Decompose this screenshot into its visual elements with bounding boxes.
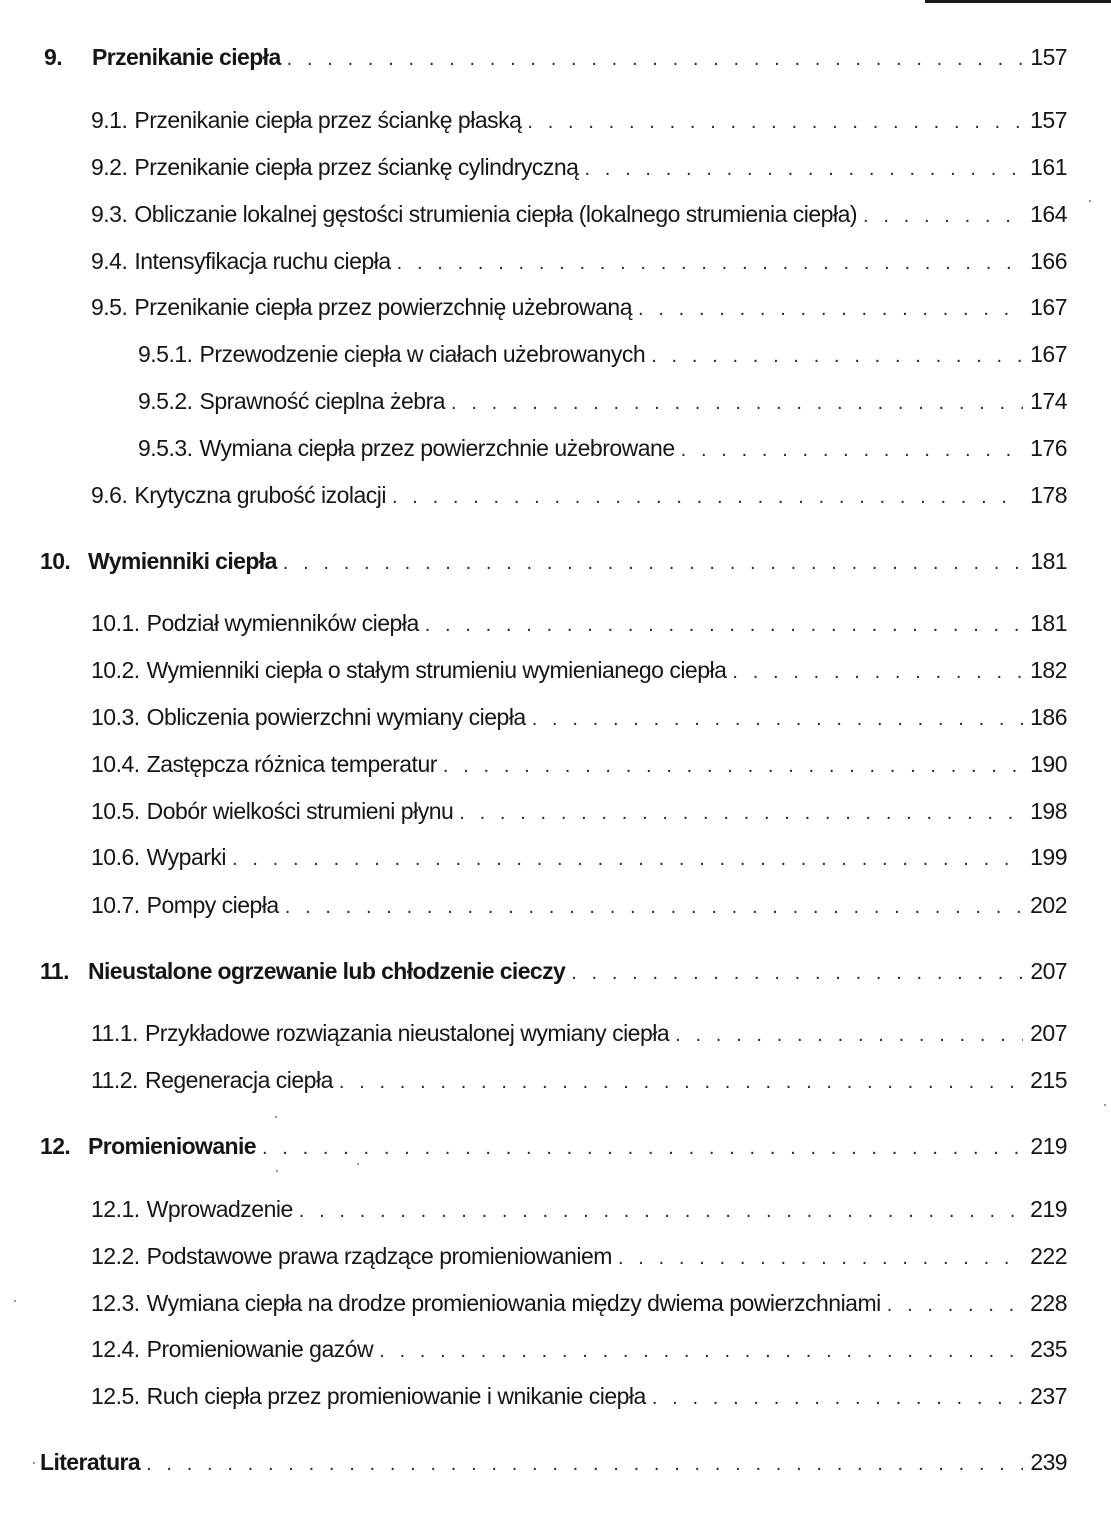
entry-title: Wymienniki ciepła: [88, 548, 277, 574]
scan-speck: [1104, 1104, 1106, 1106]
entry-page-number: 202: [1030, 892, 1067, 918]
dot-leader: [681, 433, 1023, 467]
entry-title: Pompy ciepła: [146, 892, 279, 918]
toc-section-entry: [91, 197, 1067, 231]
dot-leader: [675, 1018, 1023, 1052]
scan-speck: [275, 1116, 277, 1118]
entry-page-number: 161: [1030, 154, 1067, 180]
entry-page-number: 215: [1030, 1067, 1067, 1093]
toc-section-entry: [91, 747, 1067, 781]
dot-leader: [397, 246, 1023, 280]
toc-chapter-entry: [40, 954, 1067, 988]
toc-chapter-entry: [44, 40, 1067, 74]
entry-number: 10.6.: [91, 844, 140, 870]
dot-leader: [571, 956, 1023, 990]
dot-leader: [262, 1131, 1023, 1165]
entry-page-number: 166: [1030, 248, 1067, 274]
entry-title: Podstawowe prawa rządzące promieniowaniem: [146, 1243, 612, 1269]
dot-leader: [732, 655, 1023, 689]
toc-chapter-entry: [40, 1445, 1067, 1479]
entry-page-number: 167: [1030, 294, 1067, 320]
dot-leader: [425, 608, 1023, 642]
entry-number: 9.6.: [91, 482, 128, 508]
toc-section-entry: [91, 653, 1067, 687]
entry-title: Przykładowe rozwiązania nieustalonej wymiany ciepła: [144, 1020, 670, 1046]
entry-number: 12.3.: [91, 1290, 140, 1316]
entry-page-number: 235: [1030, 1336, 1067, 1362]
dot-leader: [443, 749, 1023, 783]
entry-number: 10.: [40, 548, 71, 574]
entry-number: 9.5.2.: [138, 388, 193, 414]
entry-title: Podział wymienników ciepła: [146, 610, 419, 636]
toc-subsection-entry: [138, 337, 1067, 371]
entry-title: Przenikanie ciepła przez powierzchnię użebrowaną: [134, 294, 632, 320]
entry-number: 9.5.: [91, 294, 128, 320]
dot-leader: [392, 480, 1023, 514]
entry-number: 11.: [40, 958, 69, 984]
dot-leader: [146, 1447, 1023, 1481]
dot-leader: [618, 1241, 1023, 1275]
scan-speck: [14, 1300, 16, 1302]
toc-chapter-entry: [40, 544, 1067, 578]
dot-leader: [532, 702, 1023, 736]
dot-leader: [283, 546, 1023, 580]
entry-number: 9.2.: [91, 154, 128, 180]
dot-leader: [339, 1065, 1023, 1099]
entry-number: 10.4.: [91, 751, 140, 777]
entry-title: Promieniowanie: [88, 1133, 256, 1159]
entry-number: 10.1.: [91, 610, 140, 636]
entry-page-number: 181: [1030, 548, 1067, 574]
entry-title: Dobór wielkości strumieni płynu: [146, 798, 454, 824]
toc-section-entry: [91, 1379, 1067, 1413]
dot-leader: [863, 199, 1023, 233]
toc-section-entry: [91, 1332, 1067, 1366]
scan-speck: [1089, 200, 1091, 202]
toc-section-entry: [91, 290, 1067, 324]
entry-page-number: 190: [1030, 751, 1067, 777]
entry-number: 11.1.: [91, 1020, 138, 1046]
dot-leader: [451, 386, 1023, 420]
dot-leader: [584, 152, 1023, 186]
dot-leader: [887, 1288, 1023, 1322]
entry-page-number: 207: [1030, 1020, 1067, 1046]
entry-page-number: 219: [1030, 1196, 1067, 1222]
entry-page-number: 157: [1030, 44, 1067, 70]
toc-section-entry: [91, 1016, 1067, 1050]
entry-title: Nieustalone ogrzewanie lub chłodzenie cieczy: [88, 958, 566, 984]
entry-page-number: 239: [1030, 1449, 1067, 1475]
entry-number: 10.2.: [91, 657, 140, 683]
dot-leader: [652, 1381, 1023, 1415]
entry-number: 11.2.: [91, 1067, 138, 1093]
entry-page-number: 164: [1030, 201, 1067, 227]
entry-title: Sprawność cieplna żebra: [199, 388, 446, 414]
entry-page-number: 157: [1030, 107, 1067, 133]
entry-title: Wymiana ciepła na drodze promieniowania między dwiema powierzchniami: [146, 1290, 881, 1316]
entry-page-number: 237: [1030, 1383, 1067, 1409]
entry-title: Przewodzenie ciepła w ciałach użebrowanych: [199, 341, 646, 367]
dot-leader: [287, 42, 1023, 76]
dot-leader: [379, 1334, 1023, 1368]
entry-title: Zastępcza różnica temperatur: [146, 751, 437, 777]
entry-number: 10.5.: [91, 798, 140, 824]
entry-number: 12.1.: [91, 1196, 140, 1222]
toc-section-entry: [91, 1239, 1067, 1273]
toc-subsection-entry: [138, 384, 1067, 418]
scan-speck: [357, 1163, 359, 1165]
entry-page-number: 176: [1030, 435, 1067, 461]
toc-section-entry: [91, 244, 1067, 278]
toc-section-entry: [91, 1063, 1067, 1097]
entry-number: 12.5.: [91, 1383, 140, 1409]
entry-number: 9.: [44, 44, 62, 70]
entry-title: Wymiana ciepła przez powierzchnie użebrowane: [199, 435, 675, 461]
entry-title: Wprowadzenie: [146, 1196, 293, 1222]
entry-number: 9.4.: [91, 248, 128, 274]
toc-chapter-entry: [40, 1129, 1067, 1163]
entry-title: Wymienniki ciepła o stałym strumieniu wymienianego ciepła: [146, 657, 727, 683]
entry-title: Literatura: [40, 1449, 141, 1475]
entry-number: 12.: [40, 1133, 71, 1159]
toc-section-entry: [91, 888, 1067, 922]
toc-section-entry: [91, 1192, 1067, 1226]
toc-section-entry: [91, 606, 1067, 640]
entry-page-number: 222: [1030, 1243, 1067, 1269]
entry-number: 9.5.3.: [138, 435, 193, 461]
dot-leader: [651, 339, 1023, 373]
entry-page-number: 167: [1030, 341, 1067, 367]
dot-leader: [527, 105, 1023, 139]
scan-speck: [276, 1170, 278, 1172]
entry-number: 10.7.: [91, 892, 140, 918]
toc-section-entry: [91, 103, 1067, 137]
entry-number: 9.5.1.: [138, 341, 193, 367]
entry-title: Ruch ciepła przez promieniowanie i wnikanie ciepła: [146, 1383, 646, 1409]
entry-title: Przenikanie ciepła przez ściankę płaską: [134, 107, 522, 133]
entry-title: Obliczenia powierzchni wymiany ciepła: [146, 704, 526, 730]
entry-title: Przenikanie ciepła: [92, 44, 281, 70]
entry-number: 9.3.: [91, 201, 128, 227]
entry-title: Krytyczna grubość izolacji: [134, 482, 386, 508]
entry-page-number: 207: [1030, 958, 1067, 984]
toc-section-entry: [91, 150, 1067, 184]
dot-leader: [638, 292, 1023, 326]
entry-title: Regeneracja ciepła: [144, 1067, 333, 1093]
dot-leader: [459, 796, 1023, 830]
toc-subsection-entry: [138, 431, 1067, 465]
toc-section-entry: [91, 840, 1067, 874]
dot-leader: [299, 1194, 1023, 1228]
entry-page-number: 181: [1030, 610, 1067, 636]
entry-number: 9.1.: [91, 107, 128, 133]
dot-leader: [285, 890, 1023, 924]
entry-page-number: 219: [1030, 1133, 1067, 1159]
entry-title: Intensyfikacja ruchu ciepła: [134, 248, 391, 274]
entry-number: 10.3.: [91, 704, 140, 730]
entry-page-number: 228: [1030, 1290, 1067, 1316]
entry-number: 12.4.: [91, 1336, 140, 1362]
entry-title: Promieniowanie gazów: [146, 1336, 374, 1362]
entry-page-number: 174: [1030, 388, 1067, 414]
entry-page-number: 186: [1030, 704, 1067, 730]
toc-section-entry: [91, 794, 1067, 828]
dot-leader: [232, 842, 1023, 876]
entry-page-number: 199: [1030, 844, 1067, 870]
entry-page-number: 182: [1030, 657, 1067, 683]
toc-section-entry: [91, 700, 1067, 734]
entry-number: 12.2.: [91, 1243, 140, 1269]
entry-page-number: 178: [1030, 482, 1067, 508]
toc-section-entry: [91, 1286, 1067, 1320]
toc-section-entry: [91, 478, 1067, 512]
scan-speck: [33, 1462, 35, 1464]
entry-title: Wyparki: [146, 844, 227, 870]
entry-title: Przenikanie ciepła przez ściankę cylindryczną: [134, 154, 579, 180]
entry-title: Obliczanie lokalnej gęstości strumienia ciepła (lokalnego strumienia ciepła): [134, 201, 858, 227]
entry-page-number: 198: [1030, 798, 1067, 824]
